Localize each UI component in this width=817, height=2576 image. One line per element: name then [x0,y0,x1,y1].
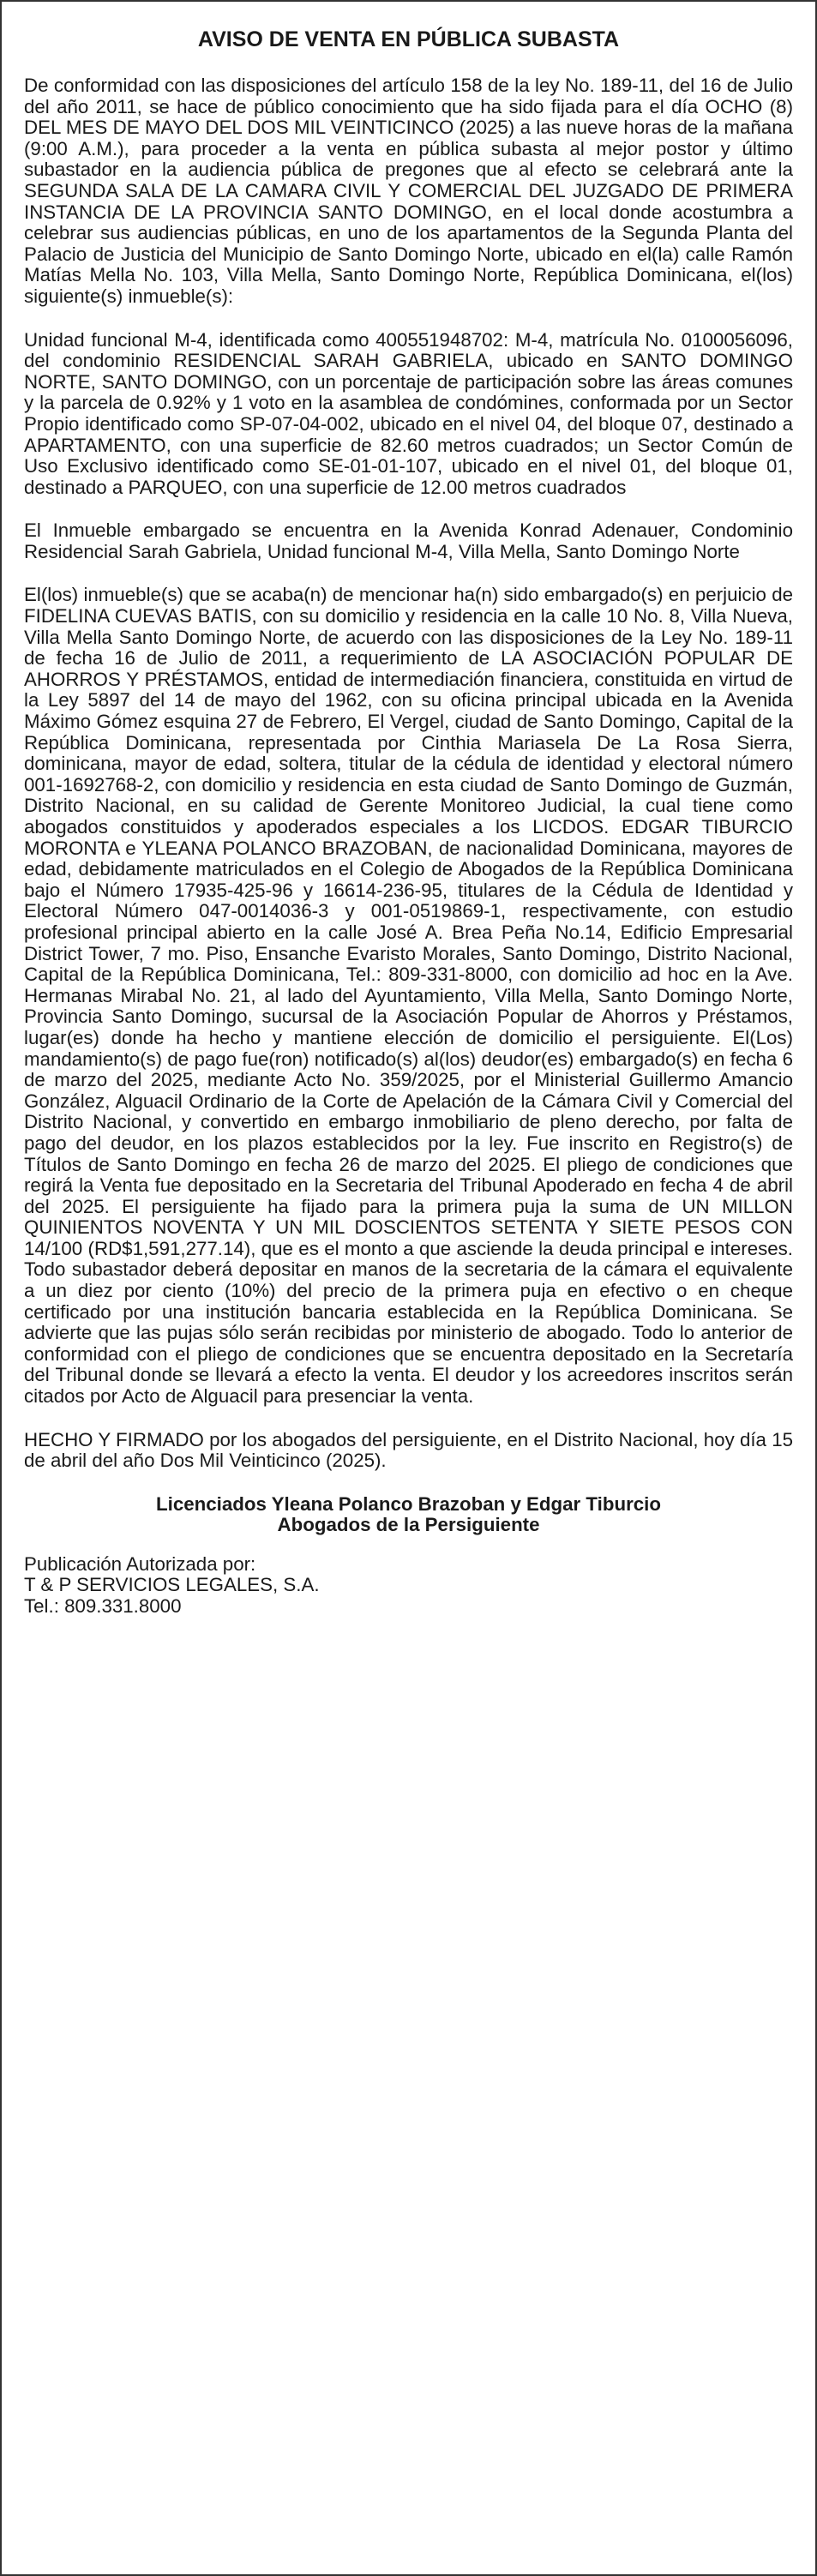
publication-company: T & P SERVICIOS LEGALES, S.A. [24,1574,320,1596]
publication-block [24,1554,793,1618]
paragraph-signed-statement: HECHO Y FIRMADO por los abogados del persiguiente, en el Distrito Nacional, hoy día 15 de abril del año Dos Mil Veinticinco (2025). [24,1428,793,1472]
paragraph-property-location: El Inmueble embargado se encuentra en la Avenida Konrad Adenauer, Condominio Residencial Sarah Gabriela, Unidad funcional M-4, Villa Mella, Santo Domingo Norte [24,519,793,562]
paragraph-auction-announcement: De conformidad con las disposiciones del artículo 158 de la ley No. 189-11, del 16 de Julio del año 2011, se hace de público conocimiento que ha sido fijada para el día OCHO (8) DEL MES DE MAYO DEL DOS MIL VEINTICINCO (2025) a las nueve horas de la mañana (9:00 A.M.), para proceder a la venta en pública subasta al mejor postor y último subastador en la audiencia pública de pregones que al efecto se celebrará ante la SEGUNDA SALA DE LA CAMARA CIVIL Y COMERCIAL DEL JUZGADO DE PRIMERA INSTANCIA DE LA PROVINCIA SANTO DOMINGO, en el local donde acostumbra a celebrar sus audiencias públicas, en uno de los apartamentos de la Segunda Planta del Palacio de Justicia del Municipio de Santo Domingo Norte, ubicado en el(la) calle Ramón Matías Mella No. 103, Villa Mella, Santo Domingo Norte, República Dominicana, el(los) siguiente(s) inmueble(s): [24,75,793,307]
signature-role: Abogados de la Persiguiente [277,1513,540,1535]
publication-phone: Tel.: 809.331.8000 [24,1595,182,1617]
signature-names: Licenciados Yleana Polanco Brazoban y Edgar Tiburcio [156,1492,661,1515]
paragraph-seizure-details: El(los) inmueble(s) que se acaba(n) de mencionar ha(n) sido embargado(s) en perjuicio de FIDELINA CUEVAS BATIS, con su domicilio y residencia en la calle 10 No. 8, Villa Nueva, Villa Mella Santo Domingo Norte, de acuerdo con las disposiciones de la Ley No. 189-11 de fecha 16 de Julio de 2011, a requerimiento de LA ASOCIACIÓN POPULAR DE AHORROS Y PRÉSTAMOS, entidad de intermediación financiera, constituida en virtud de la Ley 5897 del 14 de mayo del 1962, con su oficina principal ubicada en la Avenida Máximo Gómez esquina 27 de Febrero, El Vergel, ciudad de Santo Domingo, Capital de la República Dominicana, representada por Cinthia Mariasela De La Rosa Sierra, dominicana, mayor de edad, soltera, titular de la cédula de identidad y electoral número 001-1692768-2, con domicilio y residencia en esta ciudad de Santo Domingo de Guzmán, Distrito Nacional, en su calidad de Gerente Monitoreo Judicial, la cual tiene como abogados constituidos y apoderados especiales a los LICDOS. EDGAR TIBURCIO MORONTA e YLEANA POLANCO BRAZOBAN, de nacionalidad Dominicana, mayores de edad, debidamente matriculados en el Colegio de Abogados de la República Dominicana bajo el Número 17935-425-96 y 16614-236-95, titulares de la Cédula de Identidad y Electoral Número 047-0014036-3 y 001-0519869-1, respectivamente, con estudio profesional principal abierto en la calle José A. Brea Peña No.14, Edificio Empresarial District Tower, 7 mo. Piso, Ensanche Evaristo Morales, Santo Domingo, Distrito Nacional, Capital de la República Dominicana, Tel.: 809-331-8000, con domicilio ad hoc en la Ave. Hermanas Mirabal No. 21, al lado del Ayuntamiento, Villa Mella, Santo Domingo Norte, Provincia Santo Domingo, sucursal de la Asociación Popular de Ahorros y Préstamos, lugar(es) donde ha hecho y mantiene elección de domicilio el persiguiente. El(Los) mandamiento(s) de pago fue(ron) notificado(s) al(los) deudor(es) embargado(s) en fecha 6 de marzo del 2025, mediante Acto No. 359/2025, por el Ministerial Guillermo Amancio González, Alguacil Ordinario de la Corte de Apelación de la Cámara Civil y Comercial del Distrito Nacional, y convertido en embargo inmobiliario de pleno derecho, por falta de pago del deudor, en los plazos establecidos por la ley. Fue inscrito en Registro(s) de Títulos de Santo Domingo en fecha 26 de marzo del 2025. El pliego de condiciones que regirá la Venta fue depositado en la Secretaria del Tribunal Apoderado en fecha 4 de abril del 2025. El persiguiente ha fijado para la primera puja la suma de UN MILLON QUINIENTOS NOVENTA Y UN MIL DOSCIENTOS SETENTA Y SIETE PESOS CON 14/100 (RD$1,591,277.14), que es el monto a que asciende la deuda principal e intereses. Todo subastador deberá depositar en manos de la secretaria de la cámara el equivalente a un diez por ciento (10%) del precio de la primera puja en efectivo o en cheque certificado por una institución bancaria establecida en la República Dominicana. Se advierte que las pujas sólo serán recibidas por ministerio de abogado. Todo lo anterior de conformidad con el pliego de condiciones que se encuentra depositado en la Secretaría del Tribunal donde se llevará a efecto la venta. El deudor y los acreedores inscritos serán citados por Acto de Alguacil para presenciar la venta. [24,584,793,1408]
paragraph-property-description: Unidad funcional M-4, identificada como 400551948702: M-4, matrícula No. 0100056096, del condominio RESIDENCIAL SARAH GABRIELA, ubicado en SANTO DOMINGO NORTE, SANTO DOMINGO, con un porcentaje de participación sobre las áreas comunes y la parcela de 0.92% y 1 voto en la asamblea de condómines, conformada por un Sector Propio identificado como SP-07-04-002, ubicado en el nivel 04, del bloque 07, destinado a APARTAMENTO, con una superficie de 82.60 metros cuadrados; un Sector Común de Uso Exclusivo identificado como SE-01-01-107, ubicado en el nivel 01, del bloque 01, destinado a PARQUEO, con una superficie de 12.00 metros cuadrados [24,328,793,498]
signature-block [24,1494,793,1535]
publication-label: Publicación Autorizada por: [24,1552,256,1575]
notice-title: AVISO DE VENTA EN PÚBLICA SUBASTA [197,27,620,51]
